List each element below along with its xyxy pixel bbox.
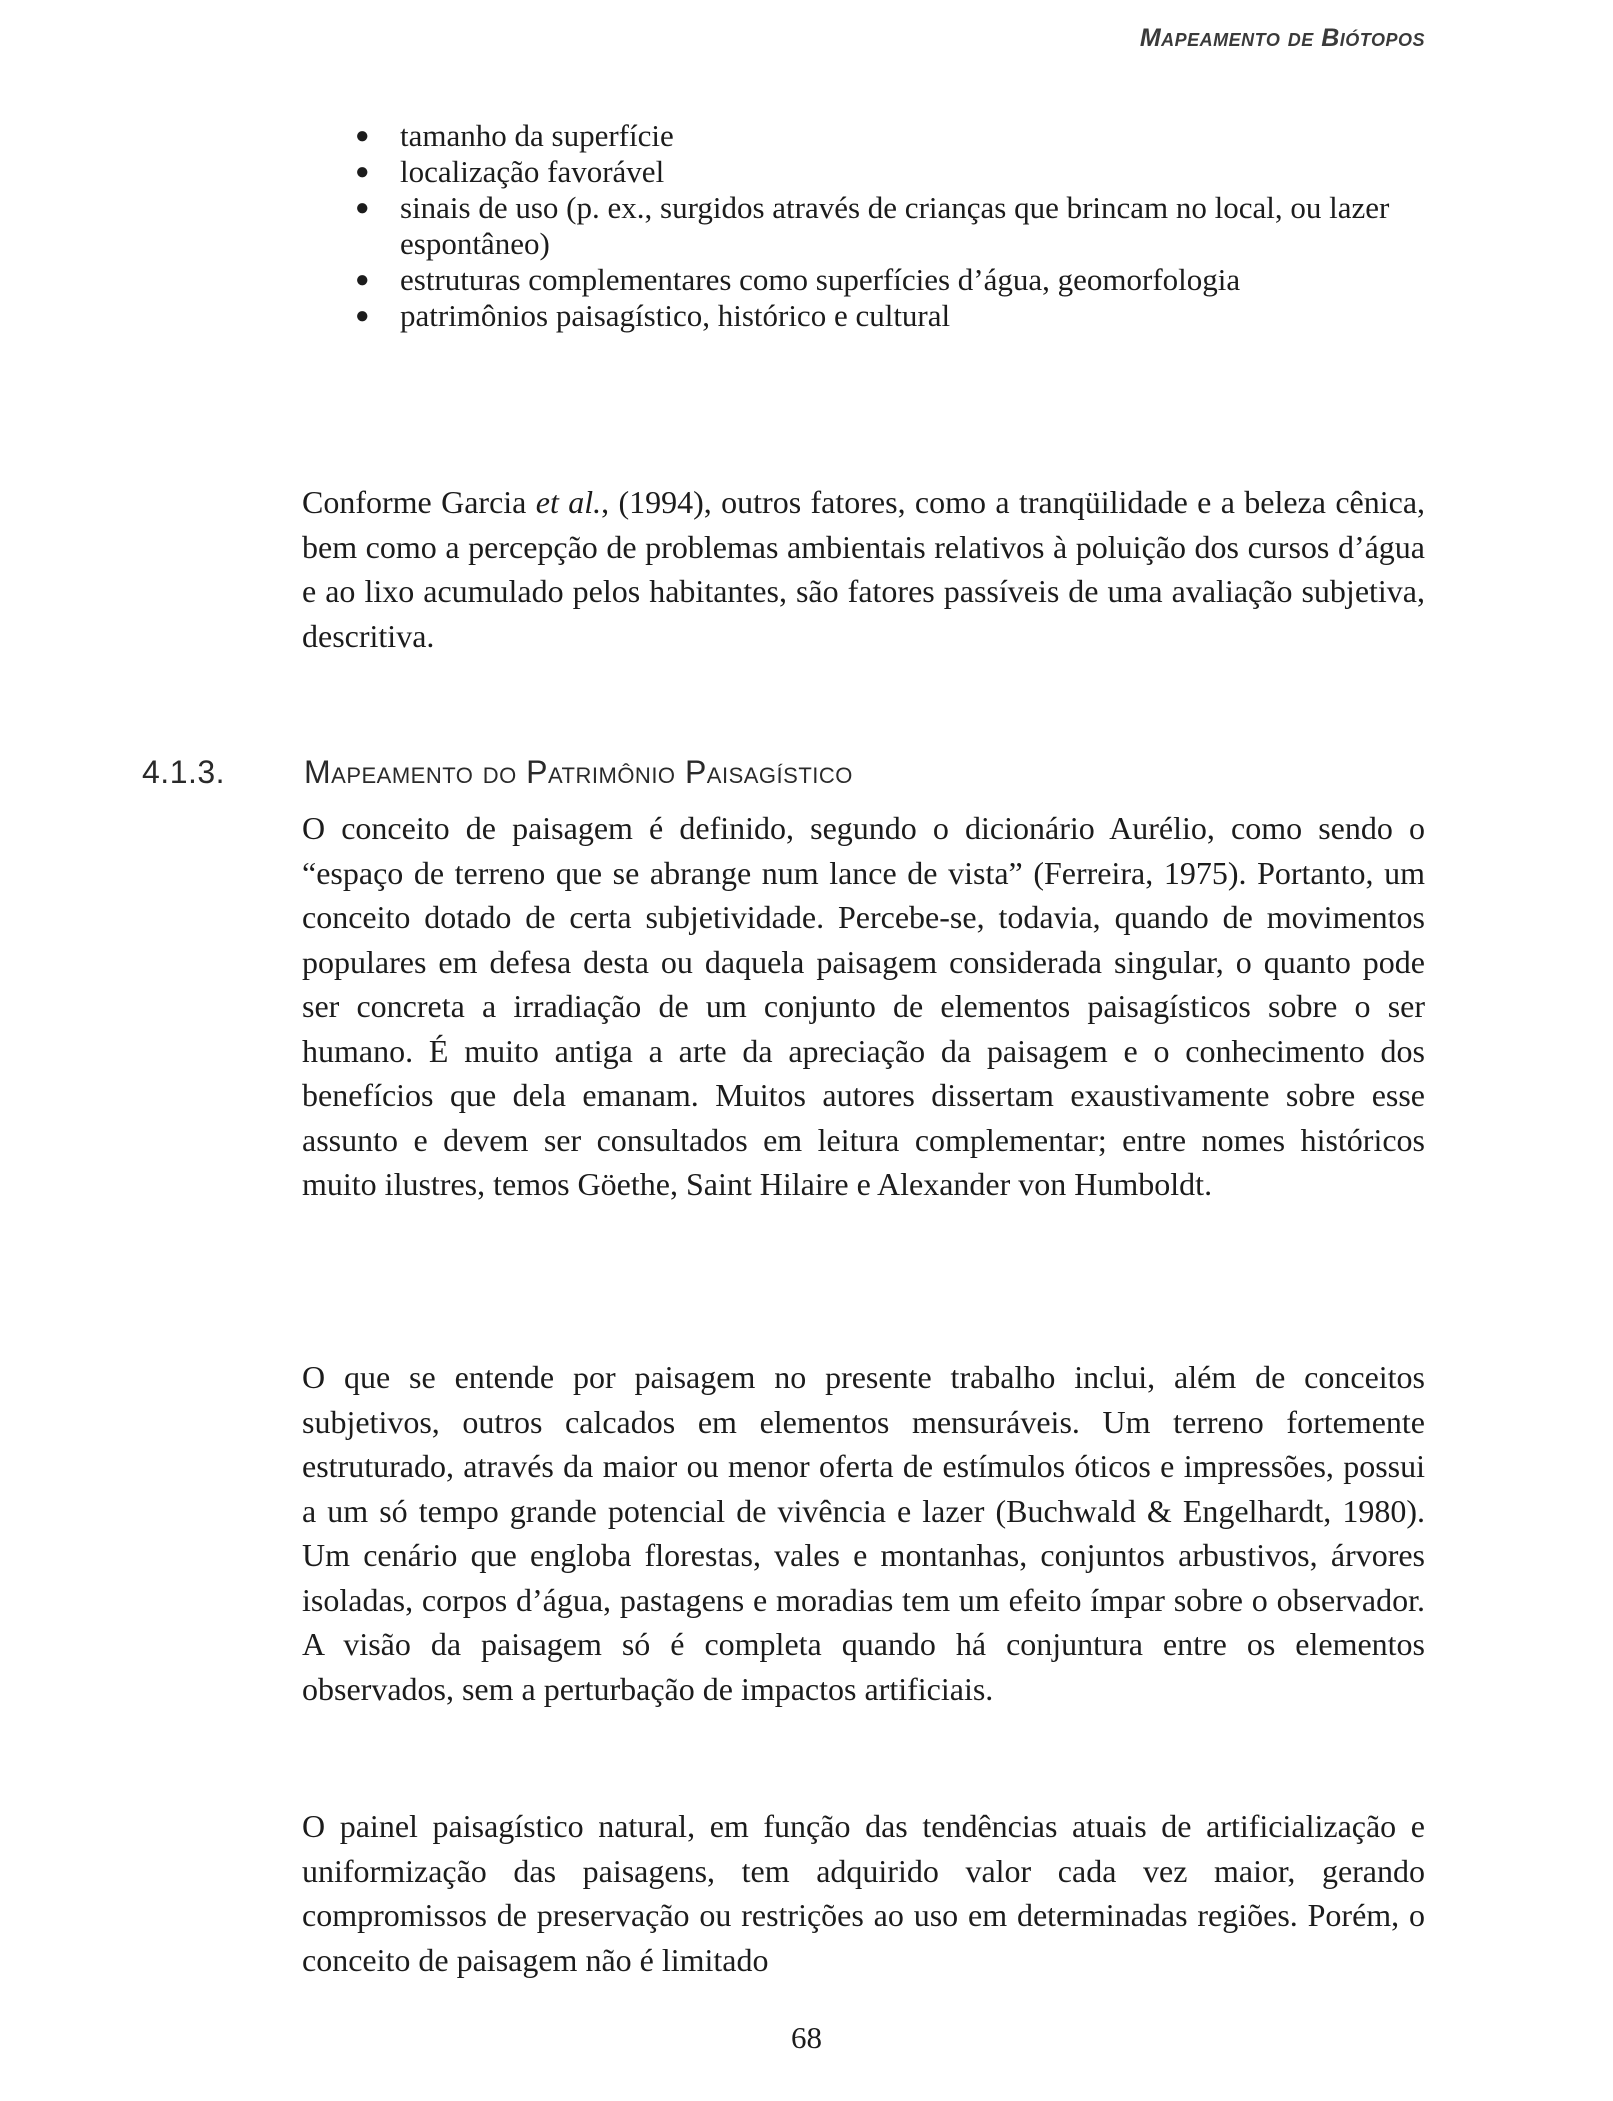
section-title: Mapeamento do Patrimônio Paisagístico [304, 754, 853, 790]
bullet-icon: ● [355, 123, 370, 149]
section-heading [142, 754, 853, 791]
paragraph: O que se entende por paisagem no presente trabalho inclui, além de conceitos subjetivos, outros calcados em elementos mensuráveis. Um terreno fortemente estruturado, através da maior ou menor oferta de estímulos óticos e impressões, possui a um só tempo grande potencial de vivência e lazer (Buchwald & Engelhardt, 1980). Um cenário que engloba florestas, vales e montanhas, conjuntos arbustivos, árvores isoladas, corpos d’água, pastagens e moradias tem um efeito ímpar sobre o observador. A visão da paisagem só é completa quando há conjuntura entre os elementos observados, sem a perturbação de impactos artificiais. [302, 1359, 1425, 1707]
list-item [350, 262, 1425, 298]
list-item [350, 298, 1425, 334]
bullet-icon: ● [355, 303, 370, 329]
list-item-text: sinais de uso (p. ex., surgidos através de crianças que brincam no local, ou lazer espontâneo) [400, 190, 1390, 261]
list-item [350, 154, 1425, 190]
list-item-text: patrimônios paisagístico, histórico e cultural [400, 298, 951, 333]
section-number: 4.1.3. [142, 754, 226, 790]
running-head: Mapeamento de Biótopos [1139, 24, 1425, 52]
bullet-icon: ● [355, 267, 370, 293]
page-number: 68 [791, 2020, 822, 2055]
list-item-text: estruturas complementares como superfícies d’água, geomorfologia [400, 262, 1241, 297]
list-item-text: localização favorável [400, 154, 665, 189]
paragraph: O painel paisagístico natural, em função das tendências atuais de artificialização e uniformização das paisagens, tem adquirido valor cada vez maior, gerando compromissos de preservação ou restrições ao uso em determinadas regiões. Porém, o conceito de paisagem não é limitado [302, 1808, 1425, 1978]
list-item [350, 118, 1425, 154]
criteria-list [350, 118, 1425, 334]
list-item-text: tamanho da superfície [400, 118, 674, 153]
paragraph: O conceito de paisagem é definido, segundo o dicionário Aurélio, como sendo o “espaço de terreno que se abrange num lance de vista” (Ferreira, 1975). Portanto, um conceito dotado de certa subjetividade. Percebe-se, todavia, quando de movimentos populares em defesa desta ou daquela paisagem considerada singular, o quanto pode ser concreta a irradiação de um conjunto de elementos paisagísticos sobre o ser humano. É muito antiga a arte da apreciação da paisagem e o conhecimento dos benefícios que dela emanam. Muitos autores dissertam exaustivamente sobre esse assunto e devem ser consultados em leitura complementar; entre nomes históricos muito ilustres, temos Göethe, Saint Hilaire e Alexander von Humboldt. [302, 810, 1425, 1202]
citation-etal: et al. [535, 484, 602, 520]
paragraph-conforme [302, 480, 1425, 658]
list-item [350, 190, 1425, 262]
paragraph-text: , (1994), outros fatores, como a tranqüilidade e a beleza cênica, bem como a percepção de problemas ambientais relativos à poluição dos cursos d’água e ao lixo acumulado pelos habitantes, são fatores passíveis de uma avaliação subjetiva, descritiva. [302, 484, 1426, 654]
bullet-icon: ● [355, 195, 370, 221]
bullet-icon: ● [355, 159, 370, 185]
paragraph-text: Conforme Garcia [302, 484, 536, 520]
